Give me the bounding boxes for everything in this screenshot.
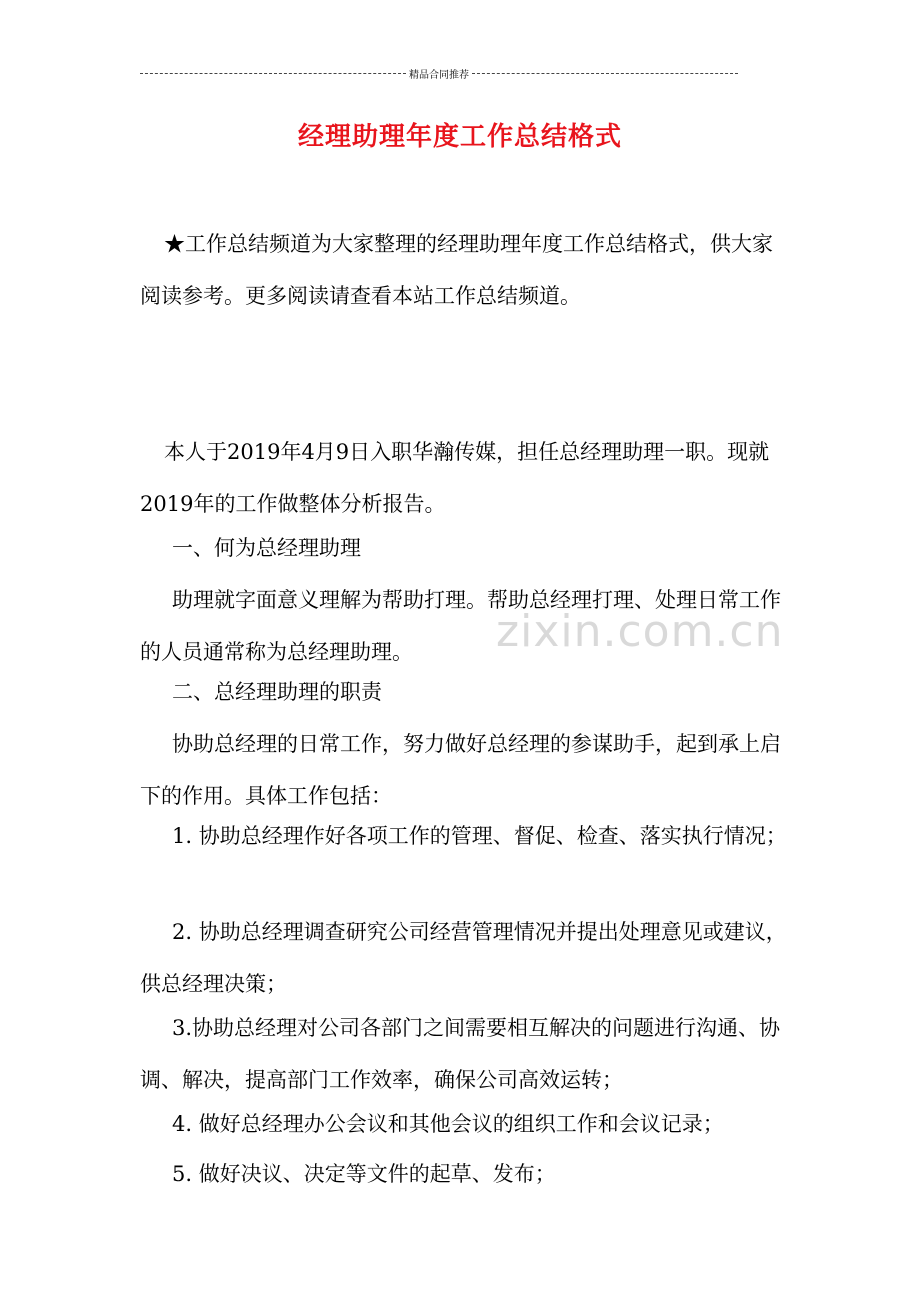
section-heading-1 [140, 522, 788, 574]
paragraph-text: 助理就字面意义理解为帮助打理。帮助总经理打理、处理日常工作的人员通常称为总经理助理。 [140, 588, 781, 664]
list-item-4 [140, 1098, 788, 1150]
paragraph-intro-employment [140, 426, 788, 530]
list-item-3 [140, 1002, 788, 1106]
paragraph-text: 协助总经理的日常工作，努力做好总经理的参谋助手，起到承上启下的作用。具体工作包括： [140, 732, 781, 808]
paragraph-text: 2. 协助总经理调查研究公司经营管理情况并提出处理意见或建议，供总经理决策； [140, 920, 787, 996]
section-heading-2 [140, 666, 788, 718]
paragraph-text: 二、总经理助理的职责 [172, 680, 382, 704]
list-item-2 [140, 906, 788, 1010]
paragraph-text: 4. 做好总经理办公会议和其他会议的组织工作和会议记录； [172, 1112, 724, 1136]
list-item-1 [140, 810, 788, 862]
watermark: zixin.com.cn [496, 606, 784, 657]
header-dash-left [140, 73, 406, 74]
header-label: 精品合同推荐 [409, 69, 469, 81]
paragraph-duties [140, 718, 788, 822]
page-header [140, 66, 738, 80]
intro-paragraph [140, 218, 788, 322]
list-item-5 [140, 1148, 788, 1200]
paragraph-definition [140, 574, 788, 678]
header-dash-right [472, 73, 738, 74]
paragraph-text: 1. 协助总经理作好各项工作的管理、督促、检查、落实执行情况； [172, 824, 787, 848]
paragraph-text: 3.协助总经理对公司各部门之间需要相互解决的问题进行沟通、协调、解决，提高部门工作效率，确保公司高效运转； [140, 1016, 781, 1092]
intro-text: ★工作总结频道为大家整理的经理助理年度工作总结格式，供大家阅读参考。更多阅读请查看本站工作总结频道。 [140, 232, 773, 308]
paragraph-text: 5. 做好决议、决定等文件的起草、发布； [172, 1162, 556, 1186]
paragraph-text: 本人于2019年4月9日入职华瀚传媒，担任总经理助理一职。现就2019年的工作做整体分析报告。 [140, 440, 770, 516]
paragraph-text: 一、何为总经理助理 [172, 536, 361, 560]
document-title: 经理助理年度工作总结格式 [297, 122, 622, 152]
